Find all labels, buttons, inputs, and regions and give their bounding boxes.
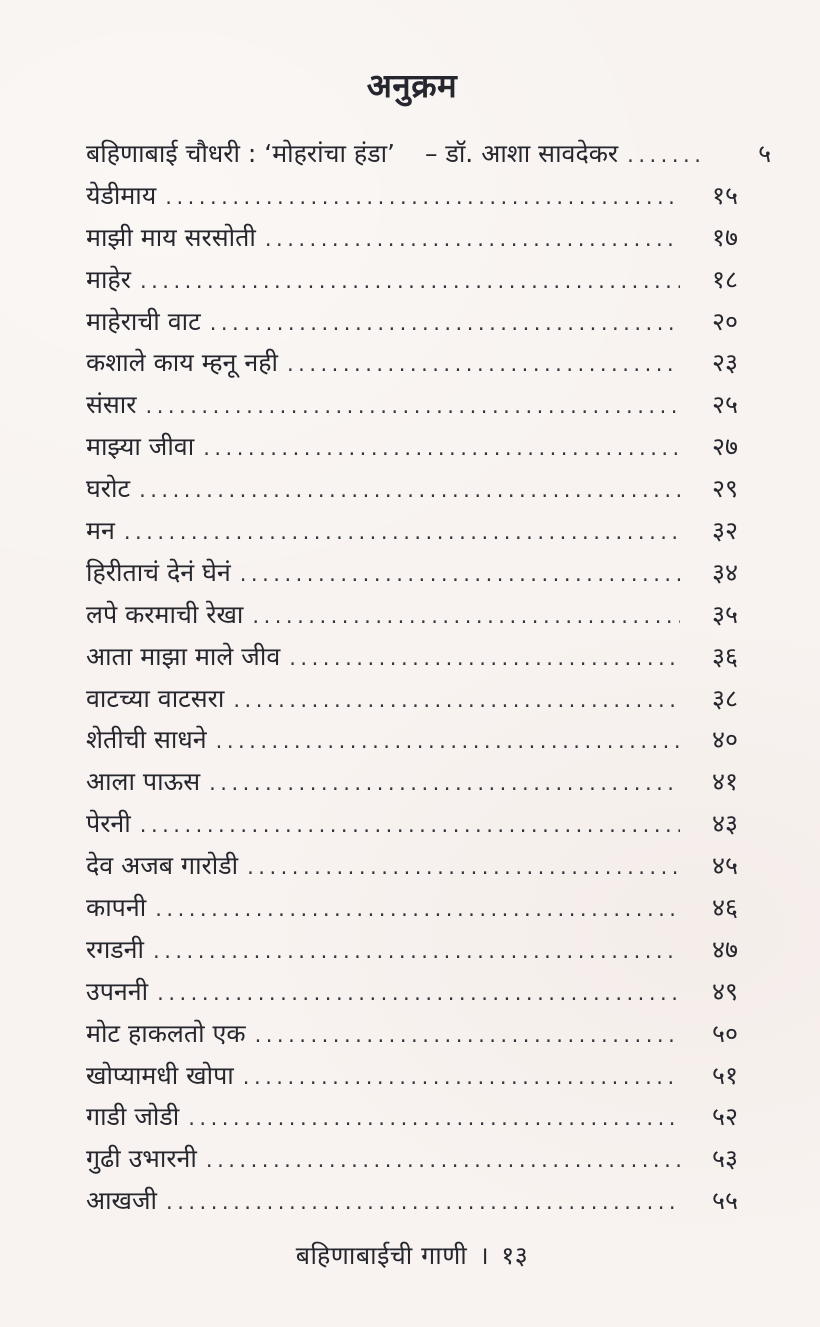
toc-entry (86, 468, 738, 510)
toc-entry (86, 929, 738, 971)
toc-entry (86, 1180, 738, 1222)
footer-page-number: १३ (501, 1241, 529, 1271)
toc-entry-author: – डॉ. आशा सावदेकर (425, 139, 619, 168)
toc-entry-page-number: ५ (758, 139, 772, 168)
toc-entry-page-number: २९ (711, 474, 738, 504)
toc-entry-page-number: ४६ (711, 893, 738, 923)
toc-entry-page-number: ४९ (711, 976, 738, 1006)
toc-entry-page-number: २७ (711, 432, 738, 462)
dotted-leader (255, 1015, 680, 1057)
toc-entry (86, 217, 738, 259)
toc-entry (86, 594, 738, 636)
toc-entry (86, 426, 738, 468)
toc-entry (86, 678, 738, 720)
toc-entry-title: मन (86, 516, 115, 546)
toc-entry-page-number: १७ (711, 222, 738, 252)
toc-entry-page-number: १५ (711, 180, 738, 210)
toc-entry-page-number: २५ (711, 390, 738, 420)
toc-entry-title: लपे करमाची रेखा (86, 599, 244, 629)
toc-entry-title: वाटच्या वाटसरा (86, 683, 225, 713)
dotted-leader (206, 1140, 680, 1182)
toc-entry-page-number: ५० (711, 1018, 738, 1048)
dotted-leader (247, 847, 680, 889)
toc-entry-title: आता माझा माले जीव (86, 641, 281, 671)
toc-entry (86, 636, 738, 678)
toc-entry-title: कशाले काय म्हनू नही (86, 348, 278, 378)
toc-entry-title: उपननी (86, 976, 149, 1006)
toc-entry (86, 1138, 738, 1180)
toc-entry (86, 510, 738, 552)
page-title: अनुक्रम (366, 66, 458, 105)
dotted-leader (166, 1182, 680, 1224)
toc-entry-page-number: ४० (711, 725, 738, 755)
toc-entry-title: माझी माय सरसोती (86, 222, 256, 252)
dotted-leader (153, 931, 680, 973)
toc-entry-title: माझ्या जीवा (86, 432, 195, 462)
toc-entry (86, 342, 738, 384)
toc-entry (86, 552, 738, 594)
dotted-leader (289, 638, 680, 680)
toc-entry (86, 803, 738, 845)
dotted-leader (627, 135, 705, 177)
toc-entry-page-number: ५१ (711, 1060, 738, 1090)
toc-entry-page-number: ४१ (711, 767, 738, 797)
toc-entry-title: कापनी (86, 893, 147, 923)
dotted-leader (209, 763, 680, 805)
toc-entry-title: बहिणाबाई चौधरी : ‘मोहरांचा हंडा’ (86, 139, 396, 168)
toc-entry-title: देव अजब गारोडी (86, 851, 239, 881)
toc-entry-page-number: २० (711, 306, 738, 336)
toc-entry (86, 971, 738, 1013)
dotted-leader (155, 889, 680, 931)
toc-entry-page-number: ४५ (711, 851, 738, 881)
dotted-leader (243, 1057, 680, 1099)
toc-entry-title: गाडी जोडी (86, 1102, 180, 1132)
dotted-leader (240, 554, 680, 596)
toc-entry-page-number: ३५ (711, 599, 738, 629)
toc-entry (86, 175, 738, 217)
dotted-leader (165, 177, 680, 219)
toc-entry-title: रगडनी (86, 934, 145, 964)
table-of-contents (86, 133, 772, 1222)
toc-entry-page-number: ५५ (711, 1186, 738, 1216)
toc-entry-title: माहेराची वाट (86, 306, 201, 336)
toc-entry-title: मोट हाकलतो एक (86, 1018, 246, 1048)
toc-entry-title: खोप्यामधी खोपा (86, 1060, 234, 1090)
dotted-leader (216, 721, 680, 763)
toc-entry-page-number: ३४ (711, 557, 738, 587)
toc-entry-title: आला पाऊस (86, 767, 201, 797)
dotted-leader (124, 512, 680, 554)
toc-entry (86, 384, 738, 426)
toc-entry-page-number: ४७ (711, 934, 738, 964)
dotted-leader (157, 973, 680, 1015)
toc-entry-title: पेरनी (86, 809, 131, 839)
toc-entry-title: माहेर (86, 264, 131, 294)
toc-entry-title: घरोट (86, 474, 131, 504)
toc-entry-page-number: ५३ (711, 1144, 738, 1174)
toc-entry-page-number: २३ (711, 348, 738, 378)
toc-entry-title: येडीमाय (86, 180, 157, 210)
toc-entry-page-number: ३६ (711, 641, 738, 671)
toc-entry (86, 133, 772, 175)
dotted-leader (140, 261, 680, 303)
page-footer (86, 1238, 738, 1272)
dotted-leader (146, 386, 680, 428)
dotted-leader (233, 680, 680, 722)
dotted-leader (287, 344, 680, 386)
toc-entry-page-number: ३८ (711, 683, 738, 713)
toc-entry (86, 719, 738, 761)
toc-entry (86, 845, 738, 887)
footer-divider: । (479, 1241, 490, 1271)
dotted-leader (203, 428, 680, 470)
toc-entry (86, 887, 738, 929)
toc-entry-title: आखजी (86, 1186, 158, 1216)
dotted-leader (188, 1098, 680, 1140)
toc-entry (86, 761, 738, 803)
toc-entry-title: शेतीची साधने (86, 725, 207, 755)
toc-entry-title: हिरीताचं देनं घेनं (86, 557, 231, 587)
dotted-leader (265, 219, 680, 261)
dotted-leader (139, 470, 680, 512)
toc-entry-page-number: १८ (711, 264, 738, 294)
toc-entry-page-number: ३२ (711, 516, 738, 546)
footer-book-title: बहिणाबाईची गाणी (295, 1241, 468, 1271)
toc-entry (86, 1013, 738, 1055)
dotted-leader (140, 805, 680, 847)
toc-entry (86, 1055, 738, 1097)
toc-entry (86, 301, 738, 343)
dotted-leader (210, 303, 680, 345)
toc-entry-title: संसार (86, 390, 137, 420)
dotted-leader (252, 596, 680, 638)
toc-entry-page-number: ४३ (711, 809, 738, 839)
toc-entry (86, 259, 738, 301)
toc-entry (86, 1096, 738, 1138)
toc-entry-title: गुढी उभारनी (86, 1144, 197, 1174)
toc-entry-page-number: ५२ (711, 1102, 738, 1132)
